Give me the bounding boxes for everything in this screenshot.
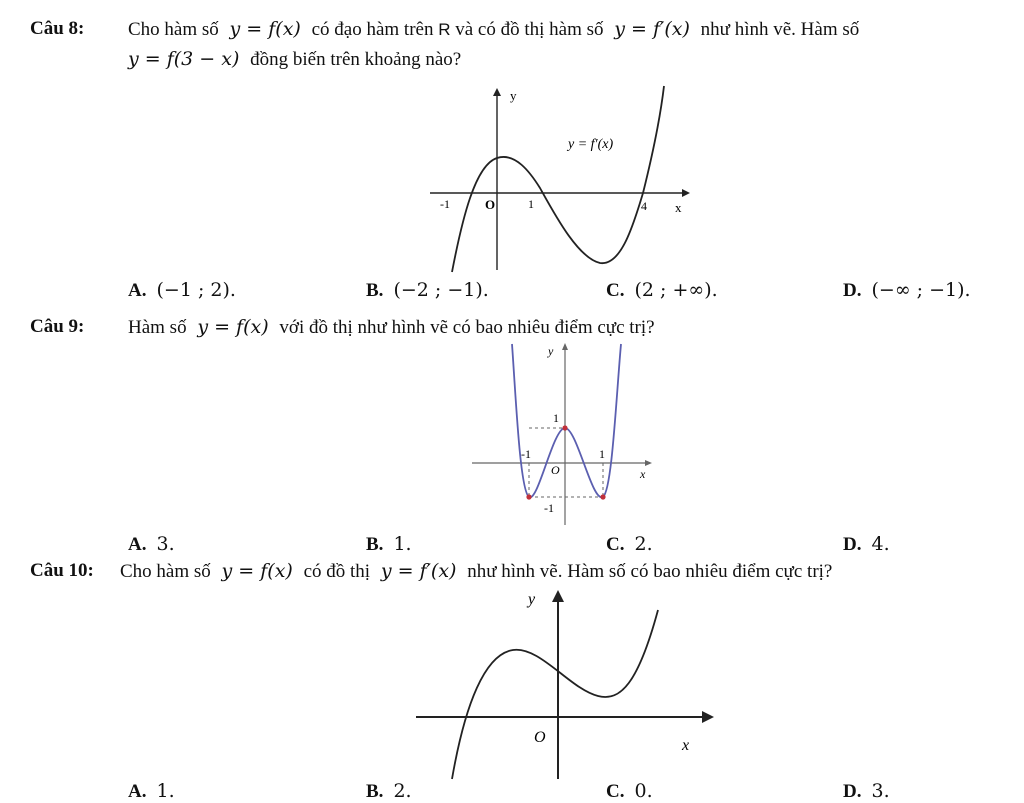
q9-option-c-letter: C. xyxy=(606,534,625,555)
q8-x-label: x xyxy=(675,200,682,215)
q10-option-d-value: 3. xyxy=(871,780,890,802)
q10-option-b-letter: B. xyxy=(366,781,384,802)
q9-y-arrow-icon xyxy=(562,343,568,350)
q9-tick-1: 1 xyxy=(599,447,605,461)
q9-stem xyxy=(128,316,655,339)
q10-graph xyxy=(410,584,720,784)
q8-curve xyxy=(452,86,664,272)
q9-curve xyxy=(512,344,621,497)
q10-stem xyxy=(120,560,832,583)
q9-option-d-value: 4. xyxy=(871,533,890,555)
q9-option-d[interactable] xyxy=(843,533,890,556)
q9-origin: O xyxy=(551,463,560,477)
q9-option-d-letter: D. xyxy=(843,534,862,555)
q8-y-arrow-icon xyxy=(493,88,501,96)
q9-option-c-value: 2. xyxy=(634,533,653,555)
q10-y-label: y xyxy=(528,591,536,608)
q8-option-b[interactable] xyxy=(366,279,489,302)
q9-option-b-value: 1. xyxy=(393,533,412,555)
q10-option-a-value: 1. xyxy=(156,780,175,802)
q9-tick-ym1: -1 xyxy=(544,501,554,515)
q8-graph xyxy=(420,80,700,275)
q10-stem-c: như hình vẽ. Hàm số có bao nhiêu điểm cực trị? xyxy=(467,561,833,582)
q8-label: Câu 8: xyxy=(30,18,85,39)
q9-y-label: y xyxy=(548,344,554,358)
q8-option-d[interactable] xyxy=(843,279,971,302)
q10-x-arrow-icon xyxy=(702,711,714,723)
q9-min-right-point xyxy=(600,494,605,499)
q10-label: Câu 10: xyxy=(30,560,94,581)
q8-fpx: y = f′(x) xyxy=(614,18,690,40)
q8-origin: O xyxy=(485,197,496,212)
q8-stem-line2 xyxy=(128,48,461,71)
q9-label: Câu 9: xyxy=(30,316,85,337)
q10-option-b-value: 2. xyxy=(393,780,412,802)
q8-tick-1: 1 xyxy=(528,197,534,211)
q9-tick-m1: -1 xyxy=(521,447,531,461)
q9-stem-a: Hàm số xyxy=(128,317,187,338)
q9-stem-b: với đồ thị như hình vẽ có bao nhiêu điểm cực trị? xyxy=(279,317,655,338)
q9-min-left-point xyxy=(526,494,531,499)
q8-option-a[interactable] xyxy=(128,279,236,302)
q10-option-c-value: 0. xyxy=(634,780,653,802)
q8-option-c[interactable] xyxy=(606,279,718,302)
q8-option-c-value: (2 ; +∞). xyxy=(634,279,718,301)
q10-option-a-letter: A. xyxy=(128,781,147,802)
q8-option-d-letter: D. xyxy=(843,280,862,301)
q8-stem-a: Cho hàm số xyxy=(128,19,219,40)
q10-origin: O xyxy=(534,729,546,746)
q8-curve-label: y = f′(x) xyxy=(568,137,614,152)
q9-option-c[interactable] xyxy=(606,533,653,556)
q9-max-point xyxy=(562,425,567,430)
q8-y-label: y xyxy=(510,88,517,103)
q8-option-a-letter: A. xyxy=(128,280,147,301)
q8-stem-e: đồng biến trên khoảng nào? xyxy=(250,49,462,70)
q9-x-arrow-icon xyxy=(645,460,652,466)
q10-option-c[interactable] xyxy=(606,780,653,803)
q9-fx: y = f(x) xyxy=(197,316,269,338)
q10-fpx: y = f′(x) xyxy=(380,560,457,582)
q9-option-a[interactable] xyxy=(128,533,175,556)
q8-stem-b: có đạo hàm trên xyxy=(311,19,434,40)
q10-fx: y = f(x) xyxy=(221,560,293,582)
q9-tick-y1: 1 xyxy=(553,411,559,425)
q8-option-b-letter: B. xyxy=(366,280,384,301)
q10-stem-b: có đồ thị xyxy=(303,561,371,582)
q10-option-b[interactable] xyxy=(366,780,412,803)
q8-stem-d: như hình vẽ. Hàm số xyxy=(700,19,860,40)
q9-option-b[interactable] xyxy=(366,533,412,556)
q8-option-a-value: (−1 ; 2). xyxy=(156,279,236,301)
q8-f3x: y = f(3 − x) xyxy=(128,48,240,70)
q9-x-label: x xyxy=(640,467,646,481)
q10-stem-a: Cho hàm số xyxy=(120,561,211,582)
q8-option-d-value: (−∞ ; −1). xyxy=(871,279,971,301)
q9-graph xyxy=(468,340,658,530)
q8-x-arrow-icon xyxy=(682,189,690,197)
q10-y-arrow-icon xyxy=(552,590,564,602)
q10-option-a[interactable] xyxy=(128,780,175,803)
q9-option-a-letter: A. xyxy=(128,534,147,555)
q8-stem-c: và có đồ thị hàm số xyxy=(455,19,604,40)
q8-fx: y = f(x) xyxy=(229,18,301,40)
q8-tick-m1: -1 xyxy=(440,197,450,211)
q9-option-a-value: 3. xyxy=(156,533,175,555)
q10-option-c-letter: C. xyxy=(606,781,625,802)
q8-R: R xyxy=(438,20,451,39)
q10-option-d-letter: D. xyxy=(843,781,862,802)
q9-option-b-letter: B. xyxy=(366,534,384,555)
q10-x-label: x xyxy=(682,737,690,754)
q8-option-b-value: (−2 ; −1). xyxy=(393,279,489,301)
q8-tick-4: 4 xyxy=(641,199,647,213)
q8-stem-line1 xyxy=(128,18,859,41)
q10-curve xyxy=(452,610,658,779)
q10-option-d[interactable] xyxy=(843,780,890,803)
q8-option-c-letter: C. xyxy=(606,280,625,301)
